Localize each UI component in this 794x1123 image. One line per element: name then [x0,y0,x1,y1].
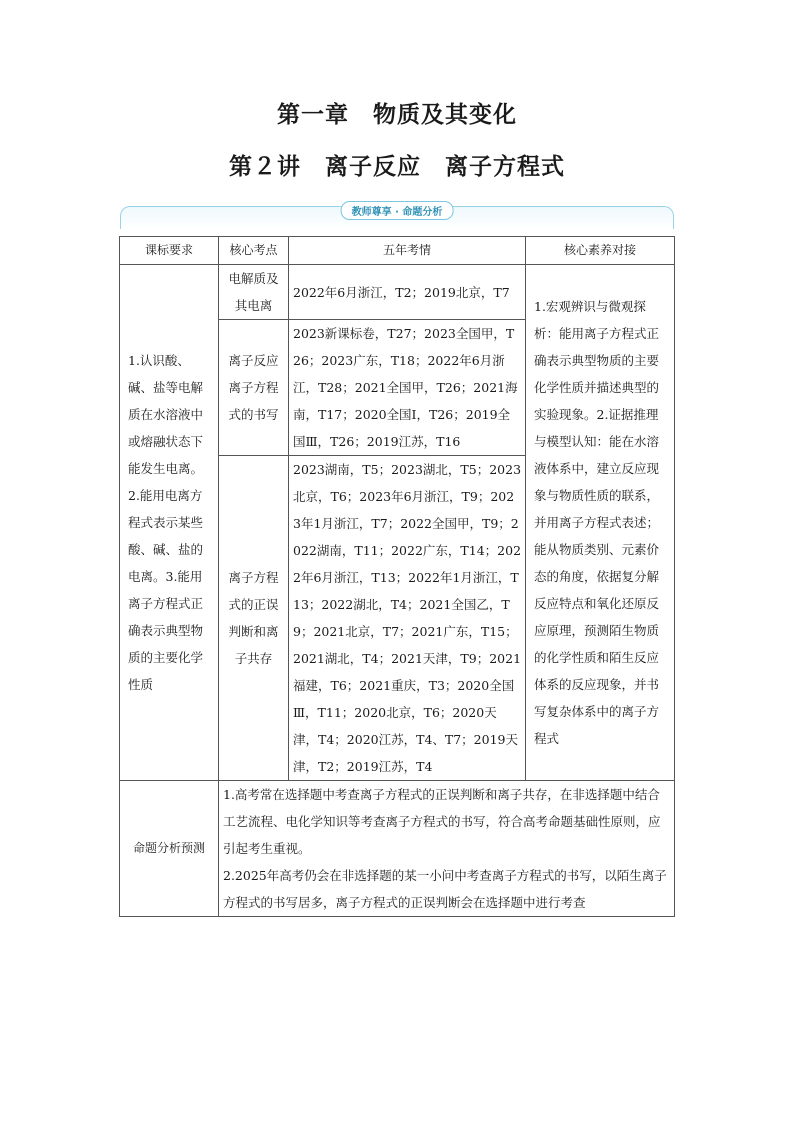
exams-cell: 2023新课标卷，T27；2023全国甲，T26；2023广东，T18；2022年6月浙江，T28；2021全国甲，T26；2021海南，T17；2020全国Ⅰ，T26；2019全国Ⅲ，T26；2019江苏，T16 [289,320,526,456]
prediction-label: 命题分析预测 [120,781,219,917]
core-point-cell: 离子方程式的正误判断和离子共存 [219,456,289,781]
header-curriculum: 课标要求 [120,237,219,265]
prediction-row [120,781,675,917]
header-exams: 五年考情 [289,237,526,265]
table-header-row [120,237,675,265]
header-core-point: 核心考点 [219,237,289,265]
exams-cell: 2023湖南，T5；2023湖北，T5；2023北京，T6；2023年6月浙江，T9；2023年1月浙江，T7；2022全国甲，T9；2022湖南，T11；2022广东，T14；2022年6月浙江，T13；2022年1月浙江，T13；2022湖北，T4；2021全国乙，T9；2021北京，T7；2021广东，T15；2021湖北，T4；2021天津，T9；2021福建，T6；2021重庆，T3；2020全国Ⅲ，T11；2020北京，T6；2020天津，T4；2020江苏，T4、T7；2019天津，T2；2019江苏，T4 [289,456,526,781]
chapter-title: 第一章 物质及其变化 [277,102,517,128]
exams-cell: 2022年6月浙江，T2；2019北京，T7 [289,265,526,320]
analysis-table [119,236,675,917]
table-row [120,265,675,320]
curriculum-cell: 1.认识酸、碱、盐等电解质在水溶液中或熔融状态下能发生电离。2.能用电离方程式表示某些酸、碱、盐的电离。3.能用离子方程式正确表示典型物质的主要化学性质 [120,265,219,781]
prediction-point-2: 2.2025年高考仍会在非选择题的某一小问中考查离子方程式的书写，以陌生离子方程式的书写居多，离子方程式的正误判断会在选择题中进行考查 [223,868,667,910]
prediction-cell [219,781,675,917]
lesson-title: 第２讲 离子反应 离子方程式 [229,154,565,180]
core-point-cell: 电解质及其电离 [219,265,289,320]
core-point-cell: 离子反应离子方程式的书写 [219,320,289,456]
teacher-banner [120,206,674,229]
prediction-point-1: 1.高考常在选择题中考查离子方程式的正误判断和离子共存，在非选择题中结合工艺流程、电化学知识等考查离子方程式的书写，符合高考命题基础性原则，应引起考生重视。 [223,787,661,856]
header-literacy: 核心素养对接 [526,237,675,265]
banner-label: 教师尊享 · 命题分析 [341,201,454,220]
literacy-cell: 1.宏观辨识与微观探析：能用离子方程式正确表示典型物质的主要化学性质并描述典型的实验现象。2.证据推理与模型认知：能在水溶液体系中，建立反应现象与物质性质的联系，并用离子方程式表述；能从物质类别、元素价态的角度，依据复分解反应特点和氧化还原反应原理，预测陌生物质的化学性质和陌生反应体系的反应现象，并书写复杂体系中的离子方程式 [526,265,675,781]
